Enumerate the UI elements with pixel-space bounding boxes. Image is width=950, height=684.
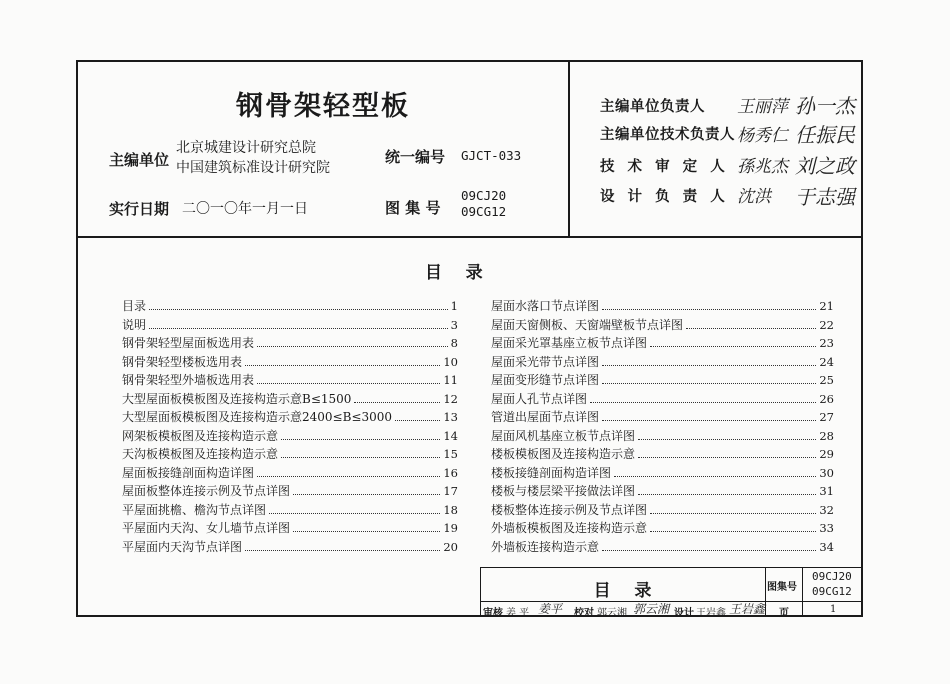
toc-entry[interactable] (491, 408, 834, 427)
signature-2b: 任振民 (795, 123, 855, 147)
check-signature: 郭云湘 (633, 602, 670, 616)
toc-entry-page: 30 (819, 465, 834, 480)
toc-entry-title: 钢骨架轻型屋面板选用表 (122, 336, 255, 350)
signature-4b: 于志强 (795, 185, 855, 209)
toc-leader (590, 401, 816, 403)
toc-leader (638, 493, 816, 495)
toc-entry-page: 31 (819, 484, 834, 498)
toc-leader (293, 493, 440, 495)
check-label: 校对 (574, 608, 594, 619)
toc-leader (354, 401, 440, 403)
responsible-label-2: 主编单位技术负责人 (600, 126, 735, 143)
toc-entry-title: 屋面板接缝剖面构造详图 (122, 465, 255, 480)
review-label: 审核 (483, 608, 503, 619)
toc-entry[interactable] (491, 464, 834, 483)
toc-entry-page: 27 (819, 410, 834, 424)
header-vertical-divider (568, 60, 570, 237)
toc-entry[interactable] (122, 519, 458, 538)
toc-entry-title: 屋面采光罩基座立板节点详图 (491, 336, 648, 350)
toc-entry-title: 大型屋面板模板图及连接构造示意2400≤B≤3000 (122, 410, 393, 424)
check-name: 郭云湘 (597, 608, 627, 619)
toc-entry[interactable] (122, 353, 458, 372)
toc-leader (602, 308, 816, 310)
toc-entry[interactable] (122, 482, 458, 501)
toc-leader (149, 327, 448, 329)
toc-entry-title: 屋面板整体连接示例及节点详图 (122, 484, 291, 498)
signature-2a: 杨秀仁 (737, 126, 788, 146)
toc-entry-page: 29 (819, 447, 834, 461)
review-signature: 姜平 (538, 602, 563, 616)
toc-entry-title: 钢骨架轻型楼板选用表 (122, 354, 243, 369)
toc-entry[interactable] (491, 445, 834, 464)
toc-right-column (491, 297, 834, 556)
toc-entry-title: 目录 (122, 299, 147, 313)
signature-3a: 孫兆杰 (737, 157, 788, 177)
toc-leader (638, 456, 816, 458)
atlas-no-label: 图 集 号 (385, 199, 441, 217)
atlas-title: 钢骨架轻型板 (236, 91, 410, 122)
toc-entry-title: 屋面天窗侧板、天窗端壁板节点详图 (491, 317, 684, 332)
toc-entry-title: 楼板整体连接示例及节点详图 (491, 502, 648, 517)
toc-entry[interactable] (491, 390, 834, 409)
toc-entry-title: 网架板模板图及连接构造示意 (122, 428, 279, 443)
atlas-no-2: 09CG12 (461, 204, 507, 219)
toc-entry-page: 34 (819, 539, 834, 554)
toc-entry[interactable] (491, 519, 834, 538)
toc-entry[interactable] (122, 464, 458, 483)
toc-entry-title: 楼板接缝剖面构造详图 (491, 465, 612, 480)
toc-entry-page: 14 (443, 428, 458, 443)
toc-leader (281, 438, 440, 440)
toc-leader (395, 419, 440, 421)
toc-entry-title: 楼板模板图及连接构造示意 (491, 447, 636, 461)
toc-entry-title: 屋面采光带节点详图 (491, 354, 600, 369)
toc-entry[interactable] (122, 297, 458, 316)
toc-entry[interactable] (122, 316, 458, 335)
toc-entry[interactable] (122, 408, 458, 427)
toc-entry-page: 20 (443, 539, 458, 554)
design-name: 王岩鑫 (696, 608, 726, 619)
toc-entry-title: 外墙板模板图及连接构造示意 (491, 521, 648, 535)
effective-date-label: 实行日期 (109, 200, 170, 218)
toc-leader (293, 530, 440, 532)
toc-leader (614, 475, 816, 477)
page-label: 页 (779, 608, 789, 619)
design-label: 设计 (674, 608, 694, 619)
toc-entry-page: 26 (819, 391, 834, 406)
toc-leader (245, 549, 440, 551)
toc-title: 目 录 (425, 263, 483, 283)
toc-entry-page: 22 (819, 317, 834, 332)
toc-entry-page: 24 (819, 354, 834, 369)
toc-leader (257, 382, 440, 384)
toc-entry-page: 19 (443, 521, 458, 535)
toc-entry-page: 21 (819, 299, 834, 313)
toc-entry-page: 23 (819, 336, 834, 350)
toc-entry-page: 3 (450, 317, 458, 332)
toc-entry-title: 天沟板模板图及连接构造示意 (122, 447, 279, 461)
editor-unit-2: 中国建筑标准设计研究院 (176, 160, 330, 176)
toc-entry-page: 8 (450, 336, 458, 350)
title-block-vline-1 (765, 567, 766, 617)
toc-entry-page: 25 (819, 373, 834, 387)
toc-leader (281, 456, 440, 458)
title-block-name: 目 录 (593, 581, 652, 601)
toc-entry-title: 大型屋面板模板图及连接构造示意B≤1500 (122, 391, 352, 406)
toc-entry-title: 管道出屋面节点详图 (491, 410, 600, 424)
toc-entry[interactable] (122, 538, 458, 557)
toc-entry[interactable] (122, 390, 458, 409)
toc-leader (650, 345, 816, 347)
signature-3b: 刘之政 (795, 154, 855, 178)
toc-entry[interactable] (491, 501, 834, 520)
toc-entry[interactable] (491, 538, 834, 557)
toc-entry[interactable] (491, 427, 834, 446)
toc-entry[interactable] (491, 334, 834, 353)
toc-entry[interactable] (122, 334, 458, 353)
unified-no-label: 统一编号 (385, 148, 446, 166)
toc-entry[interactable] (491, 297, 834, 316)
toc-leader (149, 308, 448, 310)
header-divider (76, 236, 863, 238)
toc-entry[interactable] (491, 353, 834, 372)
signature-1b: 孙一杰 (795, 94, 855, 118)
toc-entry[interactable] (122, 427, 458, 446)
toc-leader (602, 382, 816, 384)
atlas-no-1: 09CJ20 (461, 188, 507, 203)
toc-entry-page: 32 (819, 502, 834, 517)
toc-entry-title: 平屋面挑檐、檐沟节点详图 (122, 502, 267, 517)
toc-entry-page: 1 (450, 299, 458, 313)
toc-leader (650, 512, 816, 514)
title-block-atlas-label: 图集号 (767, 582, 797, 593)
toc-entry-page: 12 (443, 391, 458, 406)
toc-entry-title: 屋面水落口节点详图 (491, 299, 600, 313)
editor-unit-1: 北京城建设计研究总院 (176, 140, 316, 156)
toc-entry[interactable] (122, 501, 458, 520)
toc-entry[interactable] (491, 482, 834, 501)
toc-leader (602, 364, 816, 366)
unified-no: GJCT-033 (461, 148, 522, 163)
toc-entry-page: 17 (443, 484, 458, 498)
title-block-atlas-no-2: 09CG12 (812, 585, 852, 598)
signature-1a: 王丽萍 (737, 97, 788, 117)
title-block-atlas-no-1: 09CJ20 (812, 570, 852, 583)
toc-leader (686, 327, 816, 329)
toc-leader (650, 530, 816, 532)
toc-leader (602, 549, 816, 551)
toc-leader (602, 419, 816, 421)
responsible-label-3: 技 术 审 定 人 (600, 158, 729, 175)
toc-entry-title: 屋面变形缝节点详图 (491, 373, 600, 387)
toc-entry-title: 平屋面内天沟节点详图 (122, 539, 243, 554)
toc-leader (257, 475, 440, 477)
signature-4a: 沈洪 (737, 187, 771, 207)
toc-entry[interactable] (122, 371, 458, 390)
toc-entry-page: 13 (443, 410, 458, 424)
review-name: 姜 平 (506, 608, 530, 619)
toc-leader (257, 345, 448, 347)
page-number: 1 (830, 604, 837, 615)
toc-entry-title: 屋面人孔节点详图 (491, 391, 588, 406)
toc-entry-title: 钢骨架轻型外墙板选用表 (122, 373, 255, 387)
toc-entry-title: 楼板与楼层梁平接做法详图 (491, 484, 636, 498)
toc-entry-page: 18 (443, 502, 458, 517)
toc-entry-page: 16 (443, 465, 458, 480)
design-signature: 王岩鑫 (729, 602, 766, 616)
toc-entry[interactable] (491, 316, 834, 335)
toc-entry-page: 33 (819, 521, 834, 535)
title-block-vline-2 (802, 567, 803, 617)
toc-entry-page: 11 (443, 373, 458, 387)
toc-entry-title: 说明 (122, 317, 147, 332)
toc-entry-title: 外墙板连接构造示意 (491, 539, 600, 554)
responsible-label-4: 设 计 负 责 人 (600, 188, 729, 205)
toc-entry-page: 28 (819, 428, 834, 443)
toc-entry-title: 屋面风机基座立板节点详图 (491, 428, 636, 443)
toc-entry[interactable] (122, 445, 458, 464)
effective-date: 二〇一〇年一月一日 (182, 201, 308, 217)
toc-leader (245, 364, 440, 366)
toc-entry-title: 平屋面内天沟、女儿墙节点详图 (122, 521, 291, 535)
toc-left-column (122, 297, 458, 556)
responsible-label-1: 主编单位负责人 (600, 98, 705, 115)
toc-entry-page: 10 (443, 354, 458, 369)
toc-entry[interactable] (491, 371, 834, 390)
toc-entry-page: 15 (443, 447, 458, 461)
toc-leader (638, 438, 816, 440)
toc-leader (269, 512, 440, 514)
editor-unit-label: 主编单位 (109, 151, 170, 169)
